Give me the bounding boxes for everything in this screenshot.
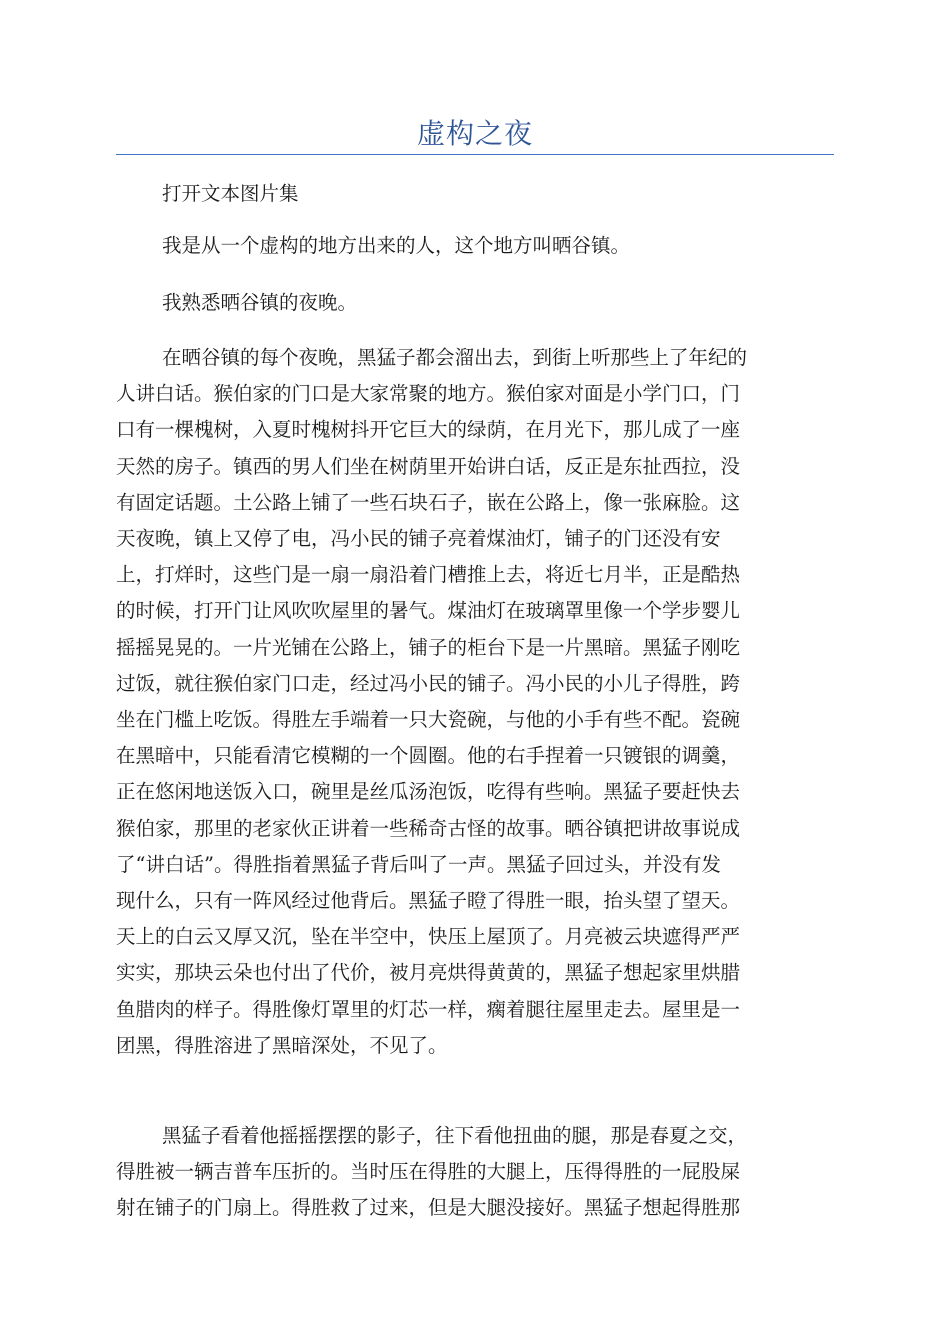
paragraph-line: 上，打烊时，这些门是一扇一扇沿着门槽推上去，将近七月半，正是酷热 [116,563,741,587]
paragraph-line: 口有一棵槐树，入夏时槐树抖开它巨大的绿荫，在月光下，那儿成了一座 [116,418,741,442]
paragraph [116,176,834,212]
paragraph-line: 打开文本图片集 [162,182,299,205]
paragraph [116,285,834,321]
paragraph [116,1118,834,1227]
paragraph-line: 了“讲白话”。得胜指着黑猛子背后叫了一声。黑猛子回过头，并没有发 [116,852,721,876]
paragraph-line: 猴伯家，那里的老家伙正讲着一些稀奇古怪的故事。晒谷镇把讲故事说成 [116,816,741,840]
paragraph-line: 天夜晚，镇上又停了电，冯小民的铺子亮着煤油灯，铺子的门还没有安 [116,527,721,551]
paragraph-line: 黑猛子看着他摇摇摆摆的影子，往下看他扭曲的腿，那是春夏之交， [162,1124,748,1147]
paragraph-line: 在晒谷镇的每个夜晚，黑猛子都会溜出去，到街上听那些上了年纪的 [162,346,748,369]
paragraph-line: 人讲白话。猴伯家的门口是大家常聚的地方。猴伯家对面是小学门口，门 [116,382,741,406]
document-title: 虚构之夜 [416,117,533,150]
paragraph-line: 过饭，就往猴伯家门口走，经过冯小民的铺子。冯小民的小儿子得胜，跨 [116,671,741,695]
paragraph-line: 我熟悉晒谷镇的夜晚。 [162,291,358,314]
paragraph-line: 团黑，得胜溶进了黑暗深处，不见了。 [116,1033,448,1057]
paragraph-line: 在黑暗中，只能看清它模糊的一个圆圈。他的右手捏着一只镀银的调羹， [116,744,741,768]
paragraph [116,228,834,264]
paragraph-line: 的时候，打开门让风吹吹屋里的暑气。煤油灯在玻璃罩里像一个学步婴儿 [116,599,741,623]
paragraph-line: 天上的白云又厚又沉，坠在半空中，快压上屋顶了。月亮被云块遮得严严 [116,925,741,949]
paragraph-line: 摇摇晃晃的。一片光铺在公路上，铺子的柜台下是一片黑暗。黑猛子刚吃 [116,635,741,659]
paragraph-line: 坐在门槛上吃饭。得胜左手端着一只大瓷碗，与他的小手有些不配。瓷碗 [116,708,741,732]
paragraph-line: 正在悠闲地送饭入口，碗里是丝瓜汤泡饭，吃得有些响。黑猛子要赶快去 [116,780,741,804]
title-underline [116,154,834,155]
paragraph-line: 实实，那块云朵也付出了代价，被月亮烘得黄黄的，黑猛子想起家里烘腊 [116,961,741,985]
paragraph-line: 得胜被一辆吉普车压折的。当时压在得胜的大腿上，压得得胜的一屁股屎 [116,1160,741,1184]
paragraph-line: 天然的房子。镇西的男人们坐在树荫里开始讲白话，反正是东扯西拉，没 [116,454,741,478]
paragraph-line: 我是从一个虚构的地方出来的人，这个地方叫晒谷镇。 [162,234,631,257]
paragraph-line: 射在铺子的门扇上。得胜救了过来，但是大腿没接好。黑猛子想起得胜那 [116,1196,741,1220]
paragraph-line: 有固定话题。土公路上铺了一些石块石子，嵌在公路上，像一张麻脸。这 [116,490,741,514]
paragraph-line: 现什么，只有一阵风经过他背后。黑猛子瞪了得胜一眼，抬头望了望天。 [116,889,741,913]
paragraph-line: 鱼腊肉的样子。得胜像灯罩里的灯芯一样，瘸着腿往屋里走去。屋里是一 [116,997,741,1021]
paragraph [116,340,834,1064]
